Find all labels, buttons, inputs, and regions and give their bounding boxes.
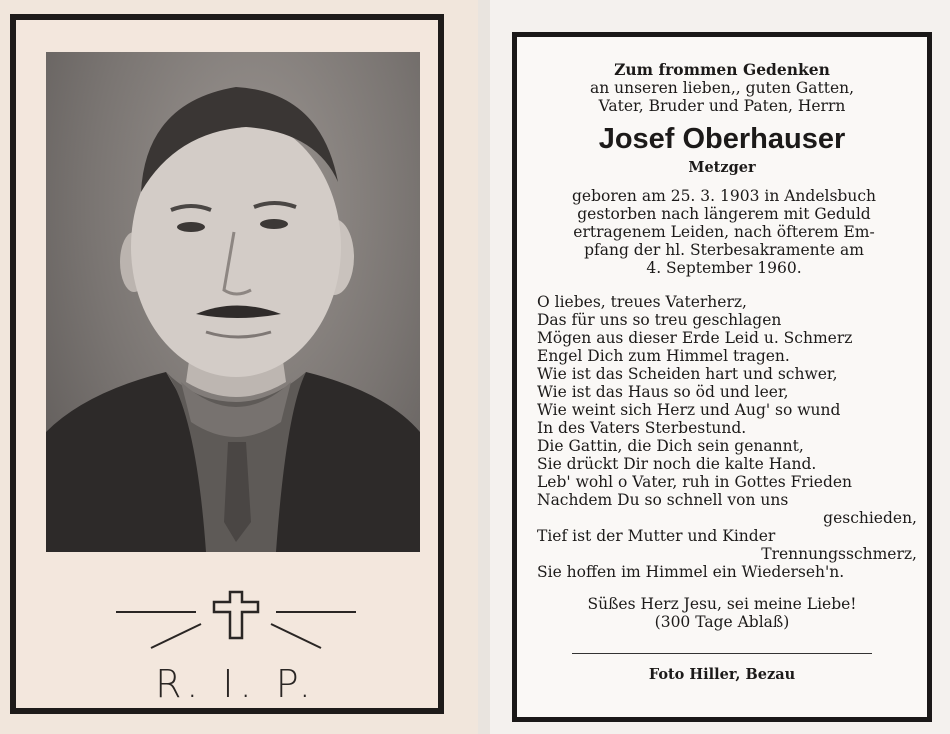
poem-line: Die Gattin, die Dich sein genannt, — [537, 437, 804, 455]
poem-line: Wie ist das Haus so öd und leer, — [537, 383, 789, 401]
intro-line: Vater, Bruder und Paten, Herrn — [598, 97, 846, 115]
poem-line: In des Vaters Sterbestund. — [537, 419, 747, 437]
bio-line: ertragenem Leiden, nach öfterem Em- — [573, 223, 875, 241]
poem-line: Leb' wohl o Vater, ruh in Gottes Frieden — [537, 473, 853, 491]
poem-line: Mögen aus dieser Erde Leid u. Schmerz — [537, 329, 853, 347]
occupation: Metzger — [688, 159, 756, 176]
poem-line: Engel Dich zum Himmel tragen. — [537, 347, 790, 365]
indulgence-note: (300 Tage Ablaß) — [654, 613, 790, 631]
intro-line: an unseren lieben,, guten Gatten, — [589, 79, 855, 97]
prayer-line: Süßes Herz Jesu, sei meine Liebe! — [587, 595, 857, 613]
bio-line: pfang der hl. Sterbesakramente am — [584, 241, 864, 259]
rip-emblem — [106, 590, 366, 710]
poem-line: Nachdem Du so schnell von uns — [537, 491, 789, 509]
poem-line: Das für uns so treu geschlagen — [537, 311, 782, 329]
deceased-name: Josef Oberhauser — [598, 123, 846, 155]
prayer — [517, 595, 927, 631]
poem-line: Wie ist das Scheiden hart und schwer, — [537, 365, 838, 383]
poem-line: Trennungsschmerz, — [761, 545, 917, 563]
bio-line: 4. September 1960. — [646, 259, 802, 277]
poem-line: Sie hoffen im Himmel ein Wiederseh'n. — [537, 563, 845, 581]
text-frame — [512, 32, 932, 722]
poem-line: Tief ist der Mutter und Kinder — [537, 527, 776, 545]
poem-line: Sie drückt Dir noch die kalte Hand. — [537, 455, 817, 473]
bio-line: geboren am 25. 3. 1903 in Andelsbuch — [572, 187, 876, 205]
poem — [537, 293, 917, 581]
poem-line: geschieden, — [823, 509, 917, 527]
memorial-text — [517, 61, 927, 684]
intro-heading: Zum frommen Gedenken — [614, 60, 830, 79]
portrait-photo — [46, 52, 420, 552]
black-mourning-frame — [10, 14, 444, 714]
divider-line — [572, 653, 872, 654]
memorial-card-back — [490, 0, 950, 734]
poem-line: O liebes, treues Vaterherz, — [537, 293, 747, 311]
biography — [535, 187, 913, 277]
cross-icon — [106, 590, 366, 670]
rip-text: R. I. P. — [155, 662, 317, 706]
photo-credit: Foto Hiller, Bezau — [648, 666, 796, 683]
poem-line: Wie weint sich Herz und Aug' so wund — [537, 401, 841, 419]
bio-line: gestorben nach längerem mit Geduld — [577, 205, 871, 223]
